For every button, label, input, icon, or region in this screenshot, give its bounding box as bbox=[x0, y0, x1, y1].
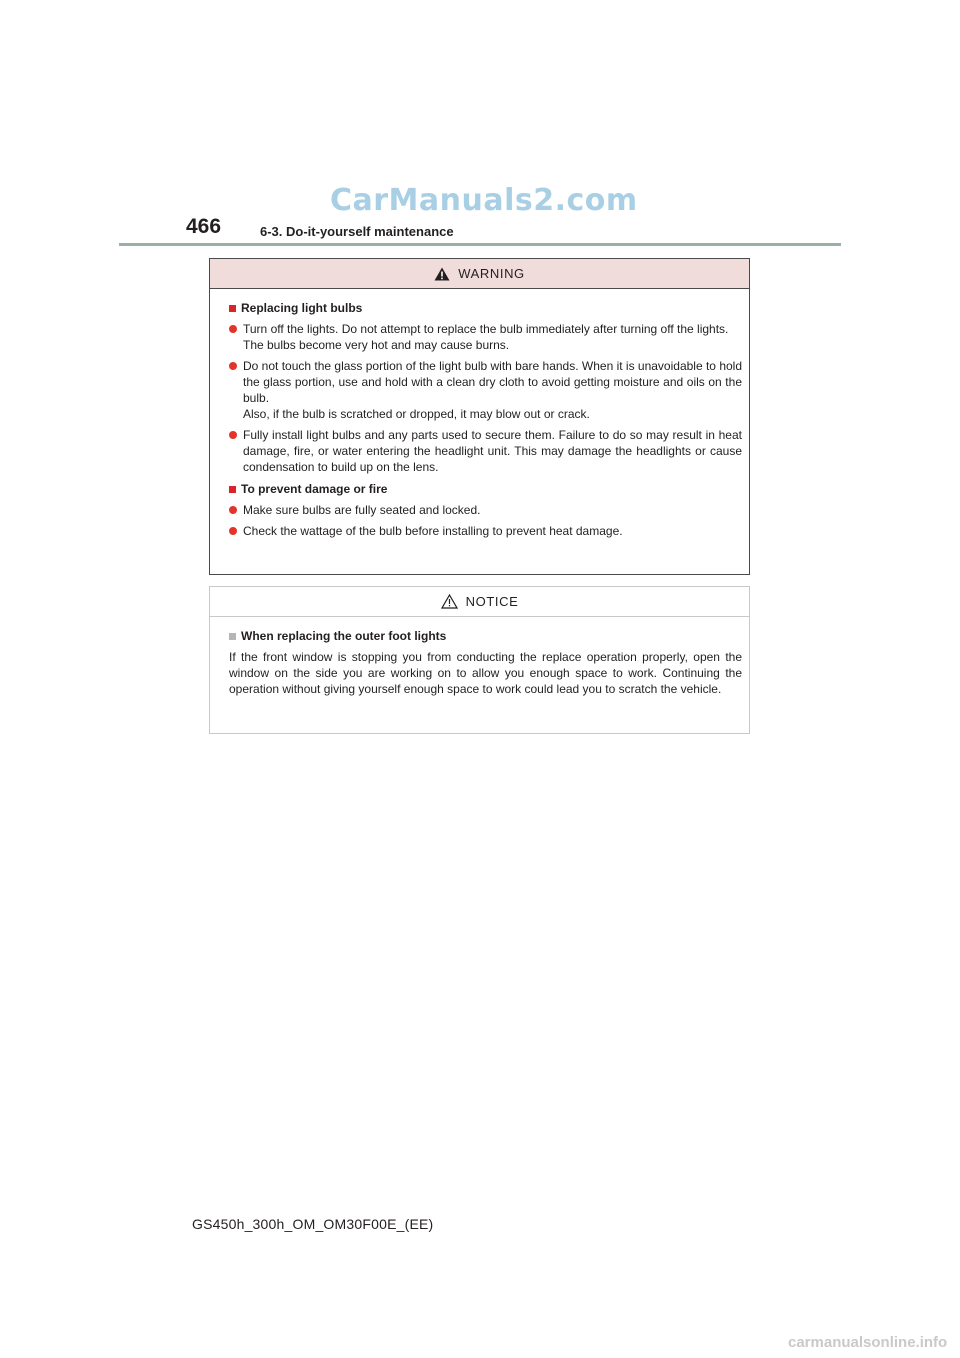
warning-title: WARNING bbox=[458, 266, 525, 281]
caution-triangle-icon bbox=[441, 594, 458, 609]
watermark-bottom: carmanualsonline.info bbox=[788, 1334, 948, 1351]
notice-title: NOTICE bbox=[465, 594, 519, 609]
round-bullet-icon bbox=[229, 506, 237, 514]
header-rule bbox=[119, 243, 841, 246]
page-number: 466 bbox=[186, 215, 222, 238]
warning-topic-heading: To prevent damage or fire bbox=[229, 481, 742, 497]
square-bullet-icon bbox=[229, 486, 236, 493]
notice-topic-heading: When replacing the outer foot lights bbox=[229, 628, 742, 644]
notice-header bbox=[210, 587, 749, 617]
warning-triangle-icon bbox=[434, 267, 450, 281]
warning-header bbox=[210, 259, 749, 289]
warning-bullet: Fully install light bulbs and any parts used to secure them. Failure to do so may result in heat damage, fire, or water entering the headlight unit. This may damage the headlights or cause condensation to build up on the lens. bbox=[229, 427, 742, 475]
warning-box bbox=[209, 258, 750, 575]
watermark-top: CarManuals2.com bbox=[330, 183, 638, 218]
square-bullet-icon bbox=[229, 633, 236, 640]
round-bullet-icon bbox=[229, 325, 237, 333]
notice-box bbox=[209, 586, 750, 734]
document-code: GS450h_300h_OM_OM30F00E_(EE) bbox=[192, 1216, 434, 1232]
round-bullet-icon bbox=[229, 362, 237, 370]
notice-body bbox=[210, 617, 749, 697]
round-bullet-icon bbox=[229, 527, 237, 535]
warning-bullet: Make sure bulbs are fully seated and locked. bbox=[229, 502, 742, 518]
section-title: 6-3. Do-it-yourself maintenance bbox=[260, 224, 454, 239]
warning-bullet: Turn off the lights. Do not attempt to replace the bulb immediately after turning off the lights. The bulbs become very hot and may cause burns. bbox=[229, 321, 742, 353]
warning-body bbox=[210, 289, 749, 539]
warning-bullet: Do not touch the glass portion of the light bulb with bare hands. When it is unavoidable to hold the glass portion, use and hold with a clean dry cloth to avoid getting moisture and oils on the bulb. Also, if the bulb is scratched or dropped, it may blow out or crack. bbox=[229, 358, 742, 422]
square-bullet-icon bbox=[229, 305, 236, 312]
warning-topic-heading: Replacing light bulbs bbox=[229, 300, 742, 316]
notice-text: If the front window is stopping you from conducting the replace operation properly, open the window on the side you are working on to allow you enough space to work. Continuing the operation without giving yourself enough space to work could lead you to scratch the vehicle. bbox=[229, 650, 742, 696]
warning-bullet: Check the wattage of the bulb before installing to prevent heat damage. bbox=[229, 523, 742, 539]
round-bullet-icon bbox=[229, 431, 237, 439]
